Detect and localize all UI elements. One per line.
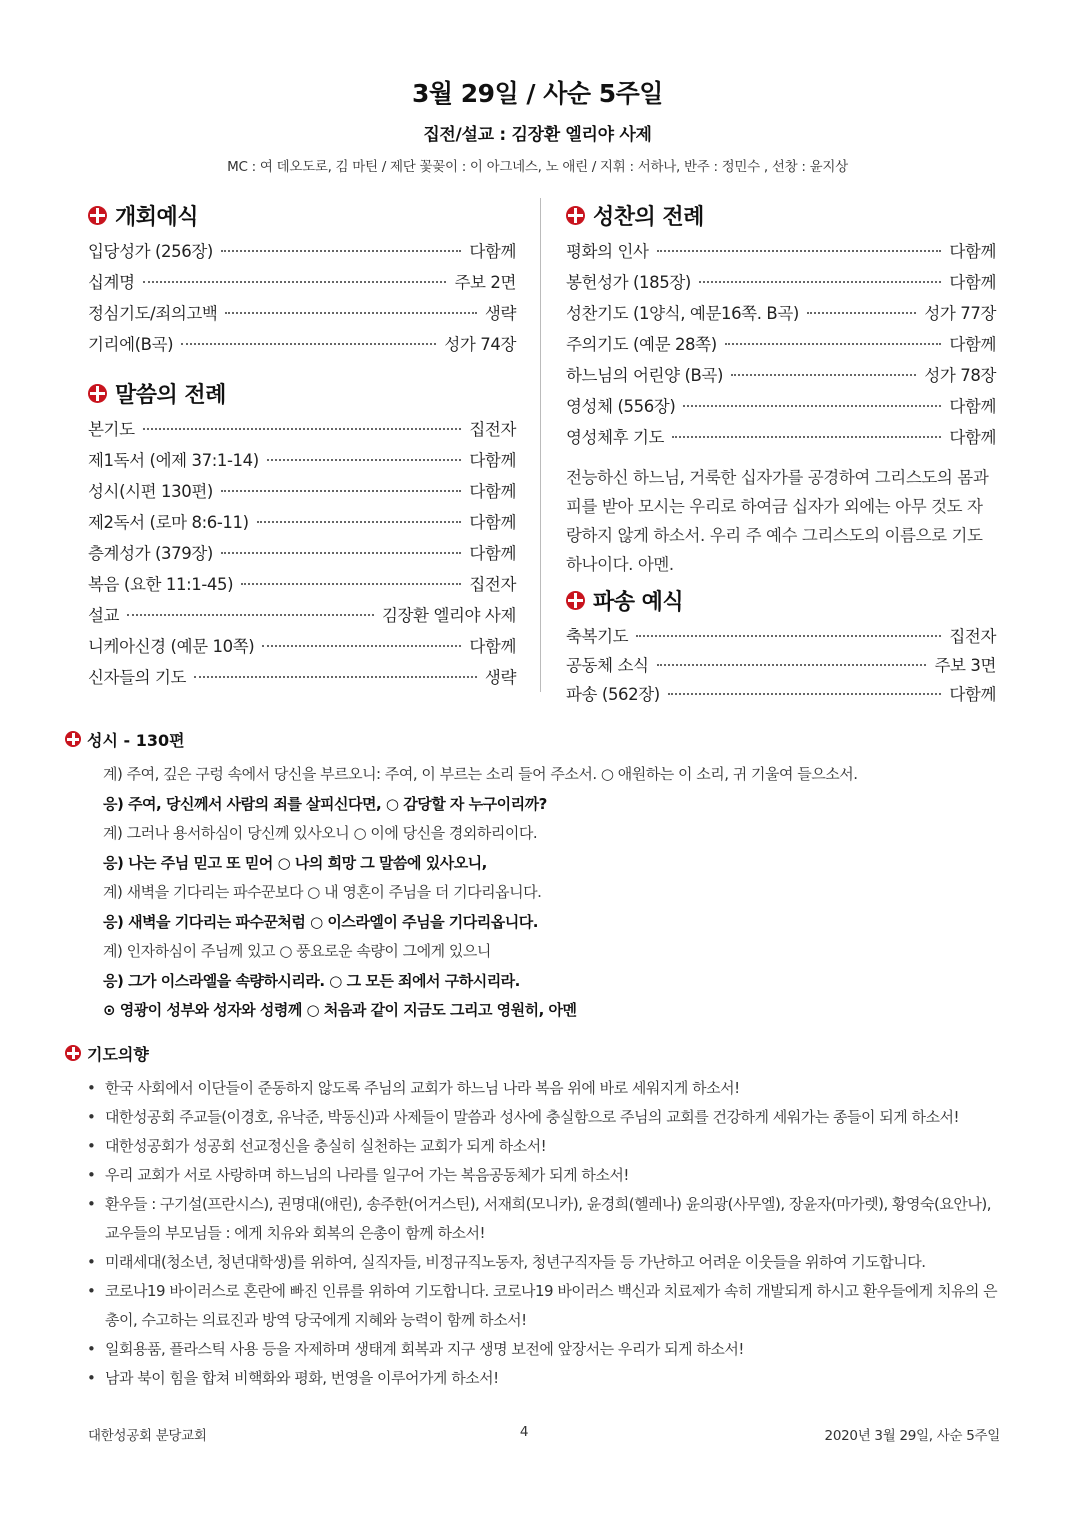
order-value: 다함께: [469, 242, 516, 261]
order-value: 다함께: [949, 273, 996, 292]
psalm-line: 계) 인자하심이 주님께 있고 ○ 풍요로운 속량이 그에게 있으니: [103, 942, 491, 960]
order-label: 층계성가 (379장): [88, 544, 213, 563]
order-label: 파송 (562장): [566, 685, 660, 704]
leader-dots: [636, 635, 941, 637]
order-row: [88, 269, 516, 300]
order-row: [88, 664, 516, 695]
order-label: 축복기도: [566, 627, 629, 646]
psalm-line: 응) 주여, 당신께서 사람의 죄를 살피신다면, ○ 감당할 자 누구이리까?: [103, 794, 547, 813]
intention-item: • 남과 북이 힘을 합쳐 비핵화와 평화, 번영을 이루어가게 하소서!: [87, 1364, 1007, 1393]
order-row: [88, 447, 516, 478]
ministers-line: MC : 여 데오도로, 김 마틴 / 제단 꽃꽂이 : 이 아그네스, 노 애린 / 지휘 : 서하나, 반주 : 정민수 , 선창 : 윤지상: [227, 159, 848, 175]
order-row: [566, 681, 996, 710]
leader-dots: [221, 250, 461, 252]
intention-item: • 우리 교회가 서로 사랑하며 하느님의 나라를 일구어 가는 복음공동체가 되게 하소서!: [87, 1161, 1007, 1190]
order-value: 다함께: [949, 397, 996, 416]
order-label: 하느님의 어린양 (B곡): [566, 366, 723, 385]
order-value: 집전자: [469, 575, 516, 594]
leader-dots: [241, 583, 461, 585]
order-row: [566, 331, 996, 362]
order-label: 성시(시편 130편): [88, 482, 213, 501]
order-row: [566, 238, 996, 269]
dismissal-order-list: [566, 623, 996, 710]
leader-dots: [262, 645, 461, 647]
leader-dots: [267, 459, 462, 461]
order-row: [88, 540, 516, 571]
word-order-list: [88, 416, 516, 695]
order-value: 다함께: [949, 242, 996, 261]
order-value: 주보 3면: [934, 656, 996, 675]
psalm-line: ⊙ 영광이 성부와 성자와 성령께 ○ 처음과 같이 지금도 그리고 영원히, 아멘: [103, 1001, 577, 1019]
order-value: 다함께: [949, 685, 996, 704]
psalm-lines: [103, 760, 1010, 1026]
intention-item: • 코로나19 바이러스로 혼란에 빠진 인류를 위하여 기도합니다. 코로나19 바이러스 백신과 치료제가 속히 개발되게 하시고 환우들에게 치유의 은총이, 수고하는 의료진과 방역 당국에게 지혜와 능력이 함께 하소서!: [87, 1277, 1007, 1335]
order-label: 입당성가 (256장): [88, 242, 213, 261]
order-label: 신자들의 기도: [88, 668, 187, 687]
red-cross-icon: [566, 206, 585, 225]
order-row: [566, 424, 996, 455]
leader-dots: [731, 374, 916, 376]
section-heading-word: 말씀의 전례: [88, 376, 516, 410]
red-cross-icon: [65, 1045, 81, 1061]
intentions-list: [87, 1074, 1007, 1393]
intention-item: • 대한성공회가 성공회 선교정신을 충실히 실천하는 교회가 되게 하소서!: [87, 1132, 1007, 1161]
order-label: 정심기도/죄의고백: [88, 304, 218, 323]
order-label: 십계명: [88, 273, 135, 292]
intention-item: • 미래세대(청소년, 청년대학생)를 위하여, 실직자들, 비정규직노동자, 청년구직자들 등 가난하고 어려운 이웃들을 위하여 기도합니다.: [87, 1248, 1007, 1277]
church-name: 대한성공회 분당교회: [88, 1428, 207, 1444]
order-label: 성찬기도 (1양식, 예문16쪽. B곡): [566, 304, 799, 323]
order-value: 성가 78장: [924, 366, 996, 385]
order-label: 봉헌성가 (185장): [566, 273, 691, 292]
section-heading-eucharist: 성찬의 전례: [566, 198, 996, 232]
order-row: [88, 571, 516, 602]
section-heading-dismissal: 파송 예식: [566, 583, 996, 617]
order-value: 다함께: [949, 428, 996, 447]
order-row: [566, 269, 996, 300]
order-label: 공동체 소식: [566, 656, 649, 675]
bulletin-header: [0, 74, 1075, 175]
order-row: [88, 331, 516, 362]
order-value: 김장환 엘리야 사제: [381, 606, 516, 625]
intentions-section: [65, 1042, 1010, 1393]
officiant-line: 집전/설교 : 김장환 엘리야 사제: [423, 125, 652, 145]
order-row: [88, 602, 516, 633]
order-label: 영성체후 기도: [566, 428, 665, 447]
leader-dots: [194, 676, 477, 678]
order-row: [566, 300, 996, 331]
psalm-line: 계) 그러나 용서하심이 당신께 있사오니 ○ 이에 당신을 경외하리이다.: [103, 824, 538, 842]
psalm-heading: 성시 - 130편: [65, 728, 1010, 750]
order-label: 니케아신경 (예문 10쪽): [88, 637, 255, 656]
intention-item: • 일회용품, 플라스틱 사용 등을 자제하며 생태계 회복과 지구 생명 보전에 앞장서는 우리가 되게 하소서!: [87, 1335, 1007, 1364]
leader-dots: [699, 281, 941, 283]
left-column: [88, 198, 516, 695]
order-row: [566, 652, 996, 681]
psalm-section: [65, 728, 1010, 1026]
leader-dots: [143, 428, 462, 430]
order-row: [566, 362, 996, 393]
order-value: 집전자: [469, 420, 516, 439]
order-value: 다함께: [469, 482, 516, 501]
page-number: 4: [519, 1424, 529, 1440]
page-title: 3월 29일 / 사순 5주일: [412, 79, 663, 108]
intention-item: • 대한성공회 주교들(이경호, 유낙준, 박동신)과 사제들이 말씀과 성사에 충실함으로 주님의 교회를 건강하게 세워가는 종들이 되게 하소서!: [87, 1103, 1007, 1132]
order-label: 설교: [88, 606, 120, 625]
order-label: 평화의 인사: [566, 242, 649, 261]
order-row: [88, 478, 516, 509]
leader-dots: [127, 614, 374, 616]
order-row: [566, 623, 996, 652]
intention-item: • 한국 사회에서 이단들이 준동하지 않도록 주님의 교회가 하느님 나라 복음 위에 바로 세워지게 하소서!: [87, 1074, 1007, 1103]
order-label: 제1독서 (에제 37:1-14): [88, 451, 259, 470]
red-cross-icon: [566, 591, 585, 610]
order-value: 주보 2면: [454, 273, 516, 292]
order-label: 본기도: [88, 420, 135, 439]
order-row: [88, 633, 516, 664]
red-cross-icon: [65, 731, 81, 747]
order-row: [566, 393, 996, 424]
leader-dots: [225, 312, 476, 314]
footer-date: 2020년 3월 29일, 사순 5주일: [824, 1428, 1000, 1444]
order-value: 다함께: [469, 451, 516, 470]
order-value: 다함께: [469, 544, 516, 563]
leader-dots: [657, 250, 942, 252]
psalm-line: 계) 주여, 깊은 구렁 속에서 당신을 부르오니: 주여, 이 부르는 소리 들어 주소서. ○ 애원하는 이 소리, 귀 기울여 들으소서.: [103, 765, 858, 783]
leader-dots: [725, 343, 942, 345]
order-row: [88, 509, 516, 540]
opening-order-list: [88, 238, 516, 362]
order-label: 복음 (요한 11:1-45): [88, 575, 234, 594]
order-value: 다함께: [469, 637, 516, 656]
eucharist-order-list: [566, 238, 996, 455]
order-label: 주의기도 (예문 28쪽): [566, 335, 717, 354]
order-value: 성가 74장: [444, 335, 516, 354]
order-label: 기리에(B곡): [88, 335, 174, 354]
leader-dots: [672, 436, 941, 438]
leader-dots: [683, 405, 941, 407]
section-heading-opening: 개회예식: [88, 198, 516, 232]
leader-dots: [807, 312, 916, 314]
intention-item: • 환우들 : 구기설(프란시스), 권명대(애린), 송주한(어거스틴), 서재희(모니카), 윤경희(헬레나) 윤의광(사무엘), 장윤자(마가렛), 황영숙(요안나), 교우들의 부모님들 : 에게 치유와 회복의 은총이 함께 하소서!: [87, 1190, 1007, 1248]
order-row: [88, 300, 516, 331]
order-value: 생략: [484, 668, 516, 687]
psalm-line: 응) 그가 이스라엘을 속량하시리라. ○ 그 모든 죄에서 구하시리라.: [103, 971, 520, 990]
leader-dots: [668, 693, 942, 695]
order-row: [88, 238, 516, 269]
psalm-line: 계) 새벽을 기다리는 파수꾼보다 ○ 내 영혼이 주님을 더 기다리옵니다.: [103, 883, 542, 901]
column-divider: [540, 198, 541, 692]
order-value: 성가 77장: [924, 304, 996, 323]
leader-dots: [221, 552, 461, 554]
leader-dots: [221, 490, 461, 492]
red-cross-icon: [88, 206, 107, 225]
order-row: [88, 416, 516, 447]
leader-dots: [181, 343, 436, 345]
order-value: 집전자: [949, 627, 996, 646]
order-value: 다함께: [469, 513, 516, 532]
order-label: 제2독서 (로마 8:6-11): [88, 513, 249, 532]
post-communion-prayer: 전능하신 하느님, 거룩한 십자가를 공경하여 그리스도의 몸과 피를 받아 모시는 우리로 하여금 십자가 외에는 아무 것도 자랑하지 않게 하소서. 우리 주 예수 그리스도의 이름으로 기도하나이다. 아멘.: [566, 468, 989, 574]
leader-dots: [657, 664, 927, 666]
psalm-line: 응) 새벽을 기다리는 파수꾼처럼 ○ 이스라엘이 주님을 기다리옵니다.: [103, 912, 538, 931]
right-column: [566, 198, 996, 710]
red-cross-icon: [88, 384, 107, 403]
leader-dots: [143, 281, 447, 283]
order-value: 생략: [484, 304, 516, 323]
leader-dots: [257, 521, 462, 523]
order-value: 다함께: [949, 335, 996, 354]
psalm-line: 응) 나는 주님 믿고 또 믿어 ○ 나의 희망 그 말씀에 있사오니,: [103, 853, 487, 872]
intentions-heading: 기도의향: [65, 1042, 1010, 1064]
order-label: 영성체 (556장): [566, 397, 676, 416]
